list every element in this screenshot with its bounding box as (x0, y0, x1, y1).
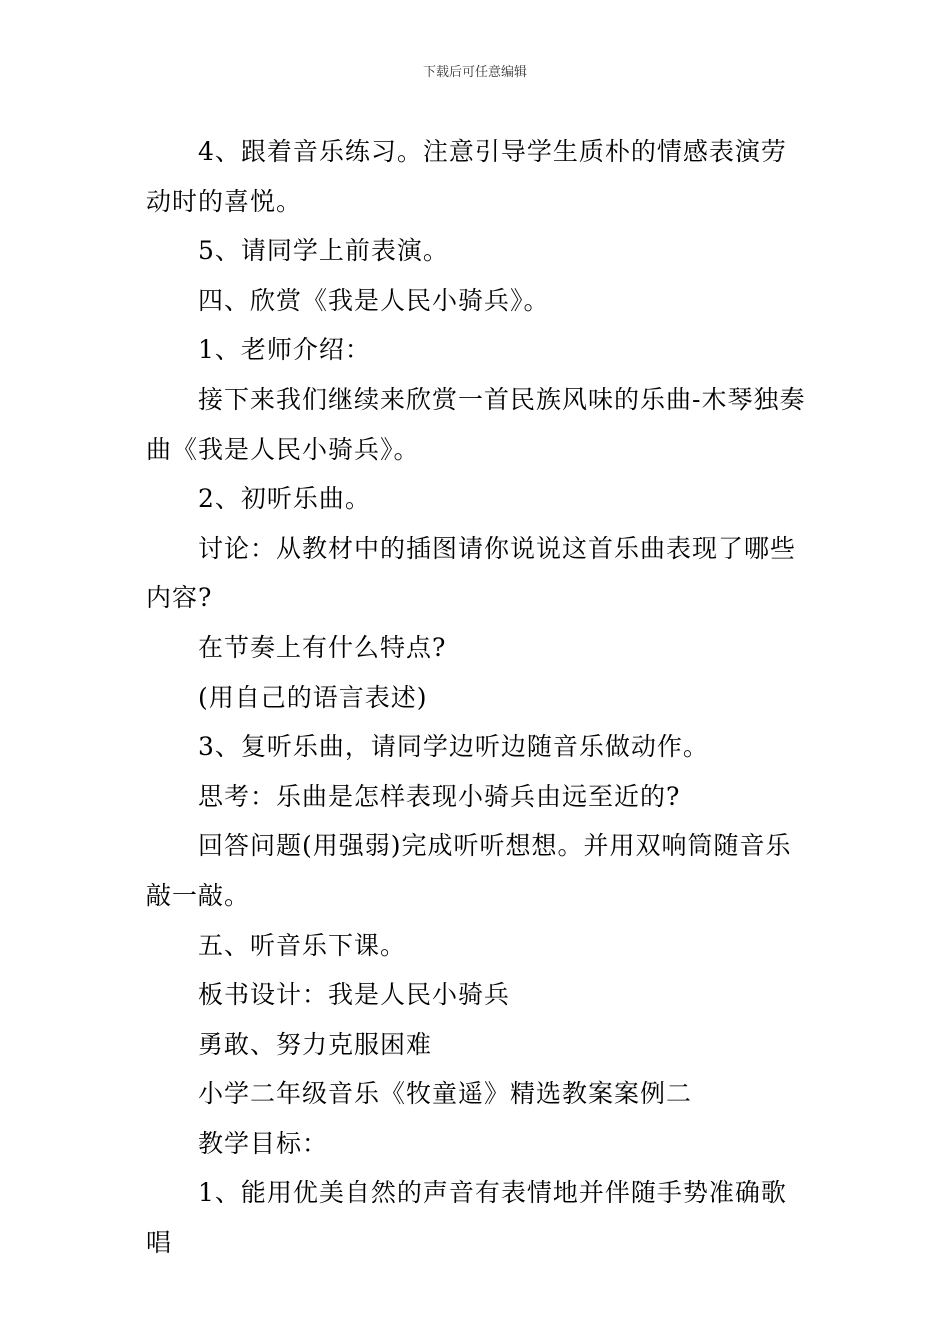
paragraph: 3、复听乐曲，请同学边听边随音乐做动作。 (198, 732, 709, 762)
paragraph: 5、请同学上前表演。 (198, 236, 449, 266)
paragraph: 思考：乐曲是怎样表现小骑兵由远至近的? (198, 781, 681, 811)
paragraph: 2、初听乐曲。 (198, 484, 371, 514)
paragraph: (用自己的语言表述) (198, 682, 428, 712)
paragraph: 在节奏上有什么特点? (198, 632, 447, 662)
section-heading: 四、欣赏《我是人民小骑兵》。 (198, 285, 550, 315)
paragraph: 1、能用优美自然的声音有表情地并伴随手势准确歌唱 (146, 1178, 787, 1258)
paragraph: 教学目标： (198, 1128, 329, 1158)
paragraph: 勇敢、努力克服困难 (198, 1029, 433, 1059)
paragraph: 板书设计：我是人民小骑兵 (198, 980, 511, 1010)
paragraph: 讨论：从教材中的插图请你说说这首乐曲表现了哪些内容? (146, 533, 797, 613)
paragraph: 4、跟着音乐练习。注意引导学生质朴的情感表演劳动时的喜悦。 (146, 137, 787, 216)
document-title: 小学二年级音乐《牧童遥》精选教案案例二 (198, 1079, 693, 1109)
paragraph: 回答问题(用强弱)完成听听想想。并用双响筒随音乐敲一敲。 (146, 831, 792, 910)
page-header: 下载后可任意编辑 (422, 65, 527, 80)
paragraph: 接下来我们继续来欣赏一首民族风味的乐曲-木琴独奏曲《我是人民小骑兵》。 (146, 384, 806, 464)
paragraph: 1、老师介绍： (198, 335, 371, 365)
section-heading: 五、听音乐下课。 (198, 930, 407, 960)
document-body (146, 127, 806, 1268)
